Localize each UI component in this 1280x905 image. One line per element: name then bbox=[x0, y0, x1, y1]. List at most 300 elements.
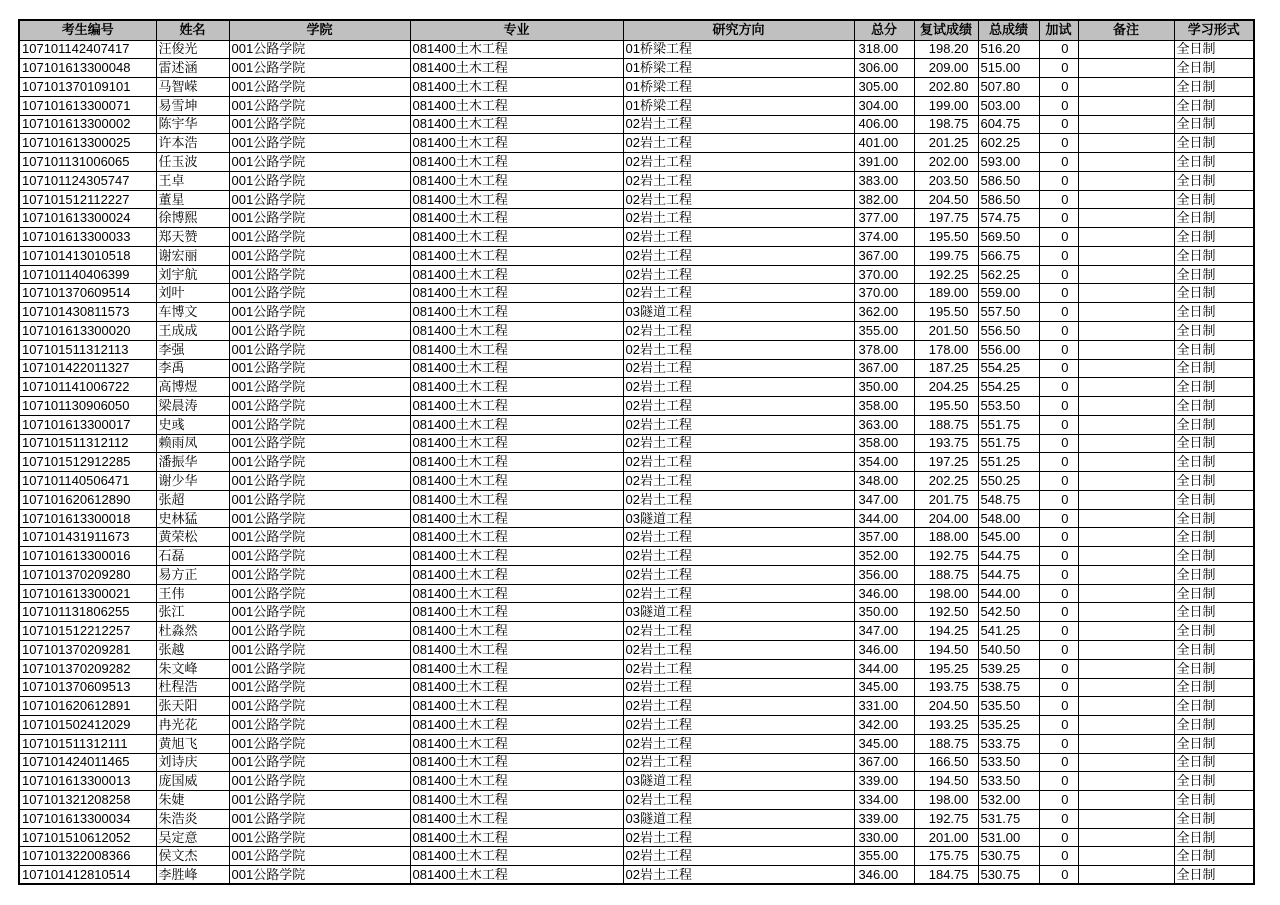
cell-college: 001公路学院 bbox=[229, 115, 410, 134]
cell-study-mode: 全日制 bbox=[1174, 59, 1254, 78]
table-row bbox=[19, 340, 1254, 359]
cell-name: 徐博熙 bbox=[156, 209, 229, 228]
cell-candidate-id: 107101613300033 bbox=[19, 228, 156, 247]
cell-remarks bbox=[1078, 134, 1174, 153]
cell-candidate-id: 107101502412029 bbox=[19, 716, 156, 735]
cell-additional-test: 0 bbox=[1039, 284, 1078, 303]
cell-candidate-id: 107101613300002 bbox=[19, 115, 156, 134]
cell-remarks bbox=[1078, 171, 1174, 190]
cell-remarks bbox=[1078, 265, 1174, 284]
cell-research-direction: 03隧道工程 bbox=[623, 772, 854, 791]
cell-additional-test: 0 bbox=[1039, 791, 1078, 810]
cell-research-direction: 02岩土工程 bbox=[623, 190, 854, 209]
table-row bbox=[19, 59, 1254, 78]
cell-college: 001公路学院 bbox=[229, 359, 410, 378]
cell-research-direction: 02岩土工程 bbox=[623, 284, 854, 303]
cell-additional-test: 0 bbox=[1039, 509, 1078, 528]
cell-research-direction: 03隧道工程 bbox=[623, 809, 854, 828]
table-row bbox=[19, 828, 1254, 847]
cell-study-mode: 全日制 bbox=[1174, 509, 1254, 528]
table-row bbox=[19, 791, 1254, 810]
cell-major: 081400土木工程 bbox=[410, 678, 623, 697]
cell-major: 081400土木工程 bbox=[410, 772, 623, 791]
cell-final-score: 535.50 bbox=[978, 697, 1039, 716]
cell-remarks bbox=[1078, 434, 1174, 453]
table-row bbox=[19, 622, 1254, 641]
cell-study-mode: 全日制 bbox=[1174, 228, 1254, 247]
cell-candidate-id: 107101613300018 bbox=[19, 509, 156, 528]
cell-additional-test: 0 bbox=[1039, 547, 1078, 566]
cell-research-direction: 01桥梁工程 bbox=[623, 78, 854, 97]
cell-final-score: 559.00 bbox=[978, 284, 1039, 303]
cell-candidate-id: 107101613300017 bbox=[19, 415, 156, 434]
cell-total-score: 318.00 bbox=[854, 40, 914, 59]
cell-study-mode: 全日制 bbox=[1174, 397, 1254, 416]
cell-research-direction: 02岩土工程 bbox=[623, 378, 854, 397]
cell-final-score: 507.80 bbox=[978, 78, 1039, 97]
cell-research-direction: 02岩土工程 bbox=[623, 734, 854, 753]
cell-total-score: 377.00 bbox=[854, 209, 914, 228]
cell-remarks bbox=[1078, 809, 1174, 828]
cell-major: 081400土木工程 bbox=[410, 866, 623, 885]
cell-research-direction: 02岩土工程 bbox=[623, 622, 854, 641]
cell-major: 081400土木工程 bbox=[410, 828, 623, 847]
cell-candidate-id: 107101370209280 bbox=[19, 565, 156, 584]
cell-major: 081400土木工程 bbox=[410, 115, 623, 134]
cell-final-score: 535.25 bbox=[978, 716, 1039, 735]
table-row bbox=[19, 659, 1254, 678]
cell-major: 081400土木工程 bbox=[410, 434, 623, 453]
cell-retest-score: 199.00 bbox=[914, 96, 978, 115]
cell-remarks bbox=[1078, 547, 1174, 566]
cell-additional-test: 0 bbox=[1039, 115, 1078, 134]
cell-total-score: 355.00 bbox=[854, 847, 914, 866]
header-remarks: 备注 bbox=[1078, 20, 1174, 40]
cell-research-direction: 02岩土工程 bbox=[623, 265, 854, 284]
cell-major: 081400土木工程 bbox=[410, 528, 623, 547]
cell-name: 黄旭飞 bbox=[156, 734, 229, 753]
cell-remarks bbox=[1078, 190, 1174, 209]
cell-candidate-id: 107101512912285 bbox=[19, 453, 156, 472]
cell-total-score: 306.00 bbox=[854, 59, 914, 78]
table-row bbox=[19, 284, 1254, 303]
cell-retest-score: 204.00 bbox=[914, 509, 978, 528]
cell-candidate-id: 107101124305747 bbox=[19, 171, 156, 190]
cell-additional-test: 0 bbox=[1039, 716, 1078, 735]
cell-study-mode: 全日制 bbox=[1174, 697, 1254, 716]
cell-research-direction: 01桥梁工程 bbox=[623, 96, 854, 115]
cell-research-direction: 02岩土工程 bbox=[623, 565, 854, 584]
table-row bbox=[19, 734, 1254, 753]
cell-additional-test: 0 bbox=[1039, 584, 1078, 603]
cell-study-mode: 全日制 bbox=[1174, 453, 1254, 472]
cell-remarks bbox=[1078, 603, 1174, 622]
cell-final-score: 548.00 bbox=[978, 509, 1039, 528]
cell-name: 侯文杰 bbox=[156, 847, 229, 866]
cell-major: 081400土木工程 bbox=[410, 171, 623, 190]
cell-candidate-id: 107101424011465 bbox=[19, 753, 156, 772]
cell-additional-test: 0 bbox=[1039, 78, 1078, 97]
cell-study-mode: 全日制 bbox=[1174, 265, 1254, 284]
cell-retest-score: 192.75 bbox=[914, 809, 978, 828]
cell-study-mode: 全日制 bbox=[1174, 434, 1254, 453]
cell-retest-score: 195.50 bbox=[914, 397, 978, 416]
cell-total-score: 345.00 bbox=[854, 678, 914, 697]
cell-retest-score: 192.25 bbox=[914, 265, 978, 284]
cell-name: 王卓 bbox=[156, 171, 229, 190]
cell-study-mode: 全日制 bbox=[1174, 472, 1254, 491]
cell-additional-test: 0 bbox=[1039, 40, 1078, 59]
cell-retest-score: 188.75 bbox=[914, 734, 978, 753]
cell-name: 赖雨凤 bbox=[156, 434, 229, 453]
cell-final-score: 551.75 bbox=[978, 434, 1039, 453]
cell-remarks bbox=[1078, 78, 1174, 97]
cell-total-score: 374.00 bbox=[854, 228, 914, 247]
cell-major: 081400土木工程 bbox=[410, 340, 623, 359]
cell-total-score: 331.00 bbox=[854, 697, 914, 716]
cell-research-direction: 02岩土工程 bbox=[623, 866, 854, 885]
cell-name: 高博煜 bbox=[156, 378, 229, 397]
cell-study-mode: 全日制 bbox=[1174, 153, 1254, 172]
cell-college: 001公路学院 bbox=[229, 171, 410, 190]
table-row bbox=[19, 96, 1254, 115]
cell-name: 车博文 bbox=[156, 303, 229, 322]
table-row bbox=[19, 434, 1254, 453]
cell-total-score: 358.00 bbox=[854, 434, 914, 453]
cell-retest-score: 187.25 bbox=[914, 359, 978, 378]
cell-major: 081400土木工程 bbox=[410, 603, 623, 622]
cell-candidate-id: 107101613300071 bbox=[19, 96, 156, 115]
cell-retest-score: 189.00 bbox=[914, 284, 978, 303]
cell-name: 王伟 bbox=[156, 584, 229, 603]
cell-additional-test: 0 bbox=[1039, 378, 1078, 397]
cell-additional-test: 0 bbox=[1039, 153, 1078, 172]
cell-additional-test: 0 bbox=[1039, 828, 1078, 847]
cell-study-mode: 全日制 bbox=[1174, 547, 1254, 566]
cell-remarks bbox=[1078, 153, 1174, 172]
cell-final-score: 586.50 bbox=[978, 190, 1039, 209]
cell-additional-test: 0 bbox=[1039, 641, 1078, 660]
cell-name: 李禹 bbox=[156, 359, 229, 378]
cell-research-direction: 02岩土工程 bbox=[623, 415, 854, 434]
table-row bbox=[19, 584, 1254, 603]
cell-retest-score: 195.50 bbox=[914, 228, 978, 247]
table-row bbox=[19, 359, 1254, 378]
cell-additional-test: 0 bbox=[1039, 171, 1078, 190]
cell-additional-test: 0 bbox=[1039, 734, 1078, 753]
cell-study-mode: 全日制 bbox=[1174, 415, 1254, 434]
table-row bbox=[19, 528, 1254, 547]
cell-candidate-id: 107101613300048 bbox=[19, 59, 156, 78]
table-row bbox=[19, 115, 1254, 134]
cell-research-direction: 02岩土工程 bbox=[623, 547, 854, 566]
cell-remarks bbox=[1078, 659, 1174, 678]
cell-study-mode: 全日制 bbox=[1174, 734, 1254, 753]
cell-study-mode: 全日制 bbox=[1174, 828, 1254, 847]
cell-additional-test: 0 bbox=[1039, 228, 1078, 247]
cell-remarks bbox=[1078, 753, 1174, 772]
cell-college: 001公路学院 bbox=[229, 584, 410, 603]
cell-college: 001公路学院 bbox=[229, 303, 410, 322]
cell-study-mode: 全日制 bbox=[1174, 246, 1254, 265]
cell-retest-score: 198.20 bbox=[914, 40, 978, 59]
cell-remarks bbox=[1078, 359, 1174, 378]
cell-remarks bbox=[1078, 453, 1174, 472]
cell-final-score: 531.75 bbox=[978, 809, 1039, 828]
cell-major: 081400土木工程 bbox=[410, 190, 623, 209]
cell-college: 001公路学院 bbox=[229, 472, 410, 491]
cell-retest-score: 202.80 bbox=[914, 78, 978, 97]
cell-total-score: 346.00 bbox=[854, 584, 914, 603]
cell-study-mode: 全日制 bbox=[1174, 772, 1254, 791]
cell-final-score: 530.75 bbox=[978, 866, 1039, 885]
cell-total-score: 352.00 bbox=[854, 547, 914, 566]
cell-name: 王成成 bbox=[156, 321, 229, 340]
cell-candidate-id: 107101613300024 bbox=[19, 209, 156, 228]
cell-major: 081400土木工程 bbox=[410, 753, 623, 772]
cell-name: 易雪坤 bbox=[156, 96, 229, 115]
cell-retest-score: 202.00 bbox=[914, 153, 978, 172]
table-row bbox=[19, 716, 1254, 735]
cell-study-mode: 全日制 bbox=[1174, 716, 1254, 735]
cell-major: 081400土木工程 bbox=[410, 697, 623, 716]
admission-score-sheet bbox=[18, 19, 1255, 885]
cell-total-score: 354.00 bbox=[854, 453, 914, 472]
cell-retest-score: 188.00 bbox=[914, 528, 978, 547]
cell-additional-test: 0 bbox=[1039, 321, 1078, 340]
cell-retest-score: 194.50 bbox=[914, 772, 978, 791]
cell-college: 001公路学院 bbox=[229, 603, 410, 622]
cell-study-mode: 全日制 bbox=[1174, 847, 1254, 866]
cell-college: 001公路学院 bbox=[229, 59, 410, 78]
table-body bbox=[19, 40, 1254, 884]
cell-remarks bbox=[1078, 828, 1174, 847]
cell-additional-test: 0 bbox=[1039, 453, 1078, 472]
cell-remarks bbox=[1078, 40, 1174, 59]
header-final-score: 总成绩 bbox=[978, 20, 1039, 40]
cell-name: 刘宇航 bbox=[156, 265, 229, 284]
table-row bbox=[19, 490, 1254, 509]
cell-remarks bbox=[1078, 246, 1174, 265]
cell-study-mode: 全日制 bbox=[1174, 190, 1254, 209]
cell-study-mode: 全日制 bbox=[1174, 753, 1254, 772]
cell-college: 001公路学院 bbox=[229, 509, 410, 528]
cell-major: 081400土木工程 bbox=[410, 378, 623, 397]
cell-final-score: 544.75 bbox=[978, 565, 1039, 584]
cell-total-score: 406.00 bbox=[854, 115, 914, 134]
cell-study-mode: 全日制 bbox=[1174, 284, 1254, 303]
cell-remarks bbox=[1078, 415, 1174, 434]
cell-major: 081400土木工程 bbox=[410, 641, 623, 660]
cell-name: 庞国威 bbox=[156, 772, 229, 791]
cell-study-mode: 全日制 bbox=[1174, 40, 1254, 59]
header-retest-score: 复试成绩 bbox=[914, 20, 978, 40]
cell-total-score: 330.00 bbox=[854, 828, 914, 847]
cell-research-direction: 02岩土工程 bbox=[623, 472, 854, 491]
cell-major: 081400土木工程 bbox=[410, 809, 623, 828]
cell-final-score: 532.00 bbox=[978, 791, 1039, 810]
cell-name: 梁晨涛 bbox=[156, 397, 229, 416]
cell-major: 081400土木工程 bbox=[410, 716, 623, 735]
cell-college: 001公路学院 bbox=[229, 753, 410, 772]
cell-retest-score: 175.75 bbox=[914, 847, 978, 866]
cell-retest-score: 204.50 bbox=[914, 697, 978, 716]
admission-scores-table bbox=[18, 19, 1255, 885]
cell-name: 董星 bbox=[156, 190, 229, 209]
cell-retest-score: 193.25 bbox=[914, 716, 978, 735]
cell-college: 001公路学院 bbox=[229, 209, 410, 228]
cell-college: 001公路学院 bbox=[229, 791, 410, 810]
cell-name: 任玉波 bbox=[156, 153, 229, 172]
cell-total-score: 350.00 bbox=[854, 378, 914, 397]
table-row bbox=[19, 565, 1254, 584]
table-row bbox=[19, 246, 1254, 265]
cell-major: 081400土木工程 bbox=[410, 284, 623, 303]
cell-retest-score: 199.75 bbox=[914, 246, 978, 265]
cell-additional-test: 0 bbox=[1039, 303, 1078, 322]
cell-research-direction: 02岩土工程 bbox=[623, 359, 854, 378]
cell-candidate-id: 107101130906050 bbox=[19, 397, 156, 416]
table-row bbox=[19, 303, 1254, 322]
cell-retest-score: 198.75 bbox=[914, 115, 978, 134]
cell-research-direction: 02岩土工程 bbox=[623, 678, 854, 697]
cell-major: 081400土木工程 bbox=[410, 622, 623, 641]
cell-research-direction: 02岩土工程 bbox=[623, 171, 854, 190]
cell-study-mode: 全日制 bbox=[1174, 809, 1254, 828]
cell-total-score: 334.00 bbox=[854, 791, 914, 810]
table-row bbox=[19, 472, 1254, 491]
cell-final-score: 550.25 bbox=[978, 472, 1039, 491]
cell-research-direction: 02岩土工程 bbox=[623, 209, 854, 228]
cell-candidate-id: 107101370109101 bbox=[19, 78, 156, 97]
cell-candidate-id: 107101613300013 bbox=[19, 772, 156, 791]
cell-total-score: 370.00 bbox=[854, 265, 914, 284]
cell-total-score: 382.00 bbox=[854, 190, 914, 209]
cell-study-mode: 全日制 bbox=[1174, 134, 1254, 153]
cell-candidate-id: 107101511312112 bbox=[19, 434, 156, 453]
cell-retest-score: 188.75 bbox=[914, 415, 978, 434]
cell-major: 081400土木工程 bbox=[410, 321, 623, 340]
cell-additional-test: 0 bbox=[1039, 96, 1078, 115]
cell-study-mode: 全日制 bbox=[1174, 866, 1254, 885]
cell-research-direction: 02岩土工程 bbox=[623, 716, 854, 735]
cell-study-mode: 全日制 bbox=[1174, 340, 1254, 359]
table-row bbox=[19, 603, 1254, 622]
cell-additional-test: 0 bbox=[1039, 340, 1078, 359]
cell-retest-score: 203.50 bbox=[914, 171, 978, 190]
cell-candidate-id: 107101413010518 bbox=[19, 246, 156, 265]
cell-retest-score: 201.00 bbox=[914, 828, 978, 847]
table-row bbox=[19, 40, 1254, 59]
cell-additional-test: 0 bbox=[1039, 246, 1078, 265]
cell-college: 001公路学院 bbox=[229, 40, 410, 59]
cell-additional-test: 0 bbox=[1039, 490, 1078, 509]
cell-candidate-id: 107101511312111 bbox=[19, 734, 156, 753]
cell-remarks bbox=[1078, 490, 1174, 509]
cell-research-direction: 03隧道工程 bbox=[623, 603, 854, 622]
cell-name: 张天阳 bbox=[156, 697, 229, 716]
cell-retest-score: 194.25 bbox=[914, 622, 978, 641]
cell-remarks bbox=[1078, 716, 1174, 735]
cell-major: 081400土木工程 bbox=[410, 134, 623, 153]
cell-major: 081400土木工程 bbox=[410, 303, 623, 322]
cell-additional-test: 0 bbox=[1039, 697, 1078, 716]
cell-college: 001公路学院 bbox=[229, 434, 410, 453]
cell-major: 081400土木工程 bbox=[410, 659, 623, 678]
cell-study-mode: 全日制 bbox=[1174, 490, 1254, 509]
table-row bbox=[19, 134, 1254, 153]
cell-name: 谢宏丽 bbox=[156, 246, 229, 265]
cell-major: 081400土木工程 bbox=[410, 359, 623, 378]
cell-major: 081400土木工程 bbox=[410, 472, 623, 491]
cell-additional-test: 0 bbox=[1039, 866, 1078, 885]
cell-candidate-id: 107101370609513 bbox=[19, 678, 156, 697]
cell-major: 081400土木工程 bbox=[410, 791, 623, 810]
cell-final-score: 544.75 bbox=[978, 547, 1039, 566]
table-row bbox=[19, 209, 1254, 228]
cell-total-score: 339.00 bbox=[854, 809, 914, 828]
cell-college: 001公路学院 bbox=[229, 153, 410, 172]
cell-candidate-id: 107101613300016 bbox=[19, 547, 156, 566]
cell-remarks bbox=[1078, 115, 1174, 134]
cell-major: 081400土木工程 bbox=[410, 209, 623, 228]
cell-name: 朱婕 bbox=[156, 791, 229, 810]
cell-final-score: 554.25 bbox=[978, 359, 1039, 378]
cell-remarks bbox=[1078, 397, 1174, 416]
cell-study-mode: 全日制 bbox=[1174, 78, 1254, 97]
cell-research-direction: 02岩土工程 bbox=[623, 847, 854, 866]
cell-research-direction: 02岩土工程 bbox=[623, 828, 854, 847]
cell-name: 谢少华 bbox=[156, 472, 229, 491]
cell-study-mode: 全日制 bbox=[1174, 171, 1254, 190]
cell-college: 001公路学院 bbox=[229, 828, 410, 847]
cell-major: 081400土木工程 bbox=[410, 265, 623, 284]
cell-research-direction: 02岩土工程 bbox=[623, 584, 854, 603]
cell-research-direction: 02岩土工程 bbox=[623, 659, 854, 678]
cell-total-score: 305.00 bbox=[854, 78, 914, 97]
cell-study-mode: 全日制 bbox=[1174, 96, 1254, 115]
cell-retest-score: 184.75 bbox=[914, 866, 978, 885]
cell-study-mode: 全日制 bbox=[1174, 565, 1254, 584]
cell-name: 张超 bbox=[156, 490, 229, 509]
cell-candidate-id: 107101140406399 bbox=[19, 265, 156, 284]
cell-final-score: 533.50 bbox=[978, 772, 1039, 791]
cell-candidate-id: 107101431911673 bbox=[19, 528, 156, 547]
cell-research-direction: 02岩土工程 bbox=[623, 434, 854, 453]
cell-name: 张越 bbox=[156, 641, 229, 660]
cell-college: 001公路学院 bbox=[229, 134, 410, 153]
cell-final-score: 556.00 bbox=[978, 340, 1039, 359]
cell-name: 潘振华 bbox=[156, 453, 229, 472]
cell-candidate-id: 107101613300020 bbox=[19, 321, 156, 340]
cell-total-score: 391.00 bbox=[854, 153, 914, 172]
cell-final-score: 515.00 bbox=[978, 59, 1039, 78]
cell-additional-test: 0 bbox=[1039, 528, 1078, 547]
cell-research-direction: 02岩土工程 bbox=[623, 453, 854, 472]
cell-total-score: 346.00 bbox=[854, 641, 914, 660]
cell-additional-test: 0 bbox=[1039, 59, 1078, 78]
cell-name: 郑天赞 bbox=[156, 228, 229, 247]
cell-college: 001公路学院 bbox=[229, 190, 410, 209]
cell-remarks bbox=[1078, 303, 1174, 322]
cell-name: 马智嵘 bbox=[156, 78, 229, 97]
cell-retest-score: 198.00 bbox=[914, 791, 978, 810]
cell-total-score: 357.00 bbox=[854, 528, 914, 547]
cell-final-score: 533.50 bbox=[978, 753, 1039, 772]
cell-study-mode: 全日制 bbox=[1174, 321, 1254, 340]
cell-remarks bbox=[1078, 378, 1174, 397]
cell-retest-score: 201.50 bbox=[914, 321, 978, 340]
